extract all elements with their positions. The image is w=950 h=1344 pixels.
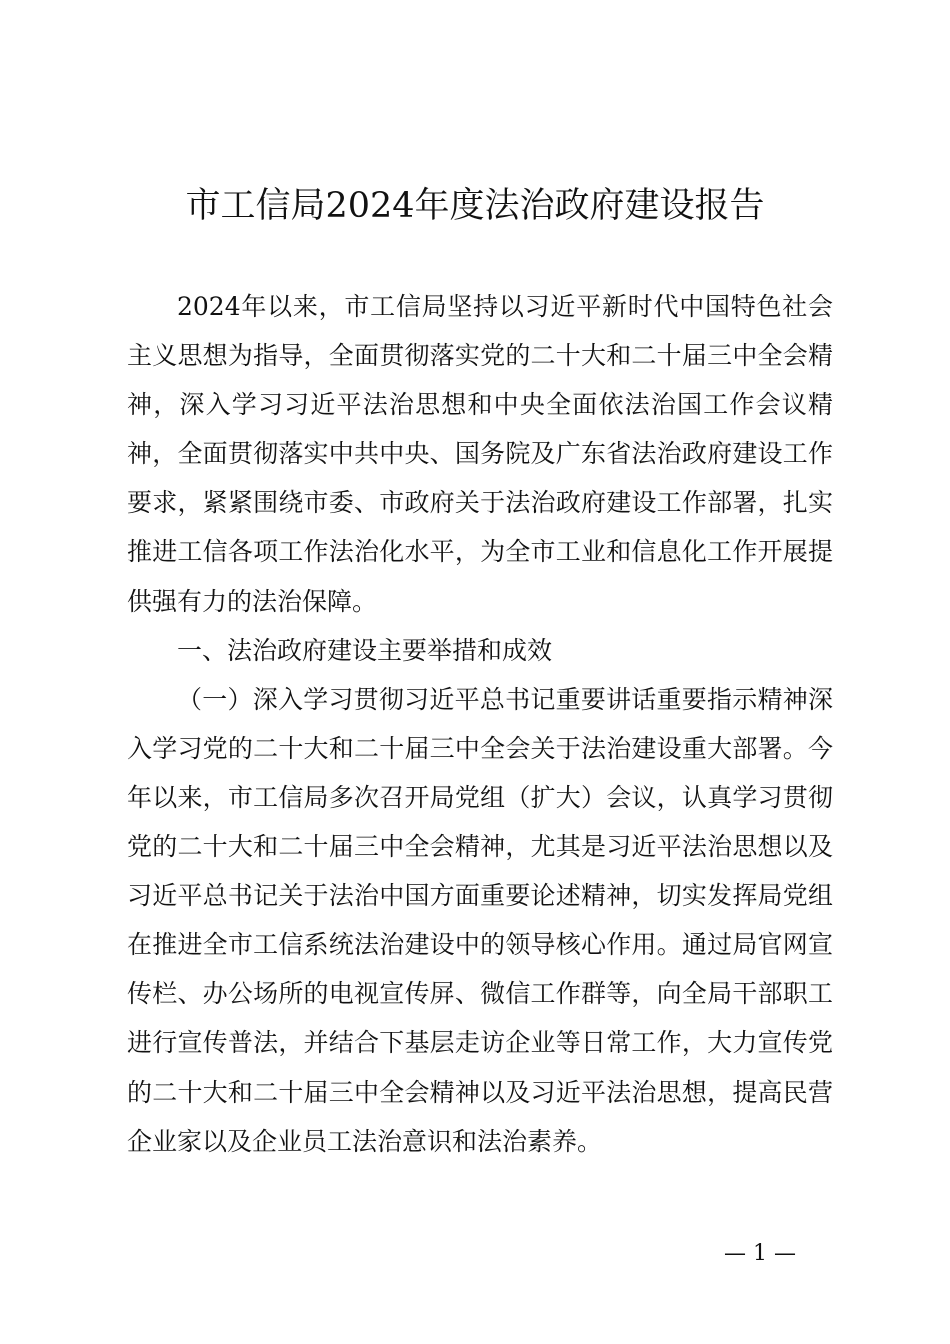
subsection-paragraph: （一）深入学习贯彻习近平总书记重要讲话重要指示精神深入学习党的二十大和二十届三中全会关于法治建设重大部署。今年以来，市工信局多次召开局党组（扩大）会议，认真学习贯彻党的二十大和二十届三中全会精神，尤其是习近平法治思想以及习近平总书记关于法治中国方面重要论述精神，切实发挥局党组在推进全市工信系统法治建设中的领导核心作用。通过局官网宣传栏、办公场所的电视宣传屏、微信工作群等，向全局干部职工进行宣传普法，并结合下基层走访企业等日常工作，大力宣传党的二十大和二十届三中全会精神以及习近平法治思想，提高民营企业家以及企业员工法治意识和法治素养。 [127,684,833,1156]
intro-paragraph: 2024年以来，市工信局坚持以习近平新时代中国特色社会主义思想为指导，全面贯彻落实党的二十大和二十届三中全会精神，深入学习习近平法治思想和中央全面依法治国工作会议精神，全面贯彻落实中共中央、国务院及广东省法治政府建设工作要求，紧紧围绕市委、市政府关于法治政府建设工作部署，扎实推进工信各项工作法治化水平，为全市工业和信息化工作开展提供强有力的法治保障。 [127,292,833,616]
document-body [127,282,833,1166]
section-heading: 一、法治政府建设主要举措和成效 [177,635,553,665]
page-number: — 1 — [724,1241,796,1266]
document-title: 市工信局2024年度法治政府建设报告 [185,186,765,226]
